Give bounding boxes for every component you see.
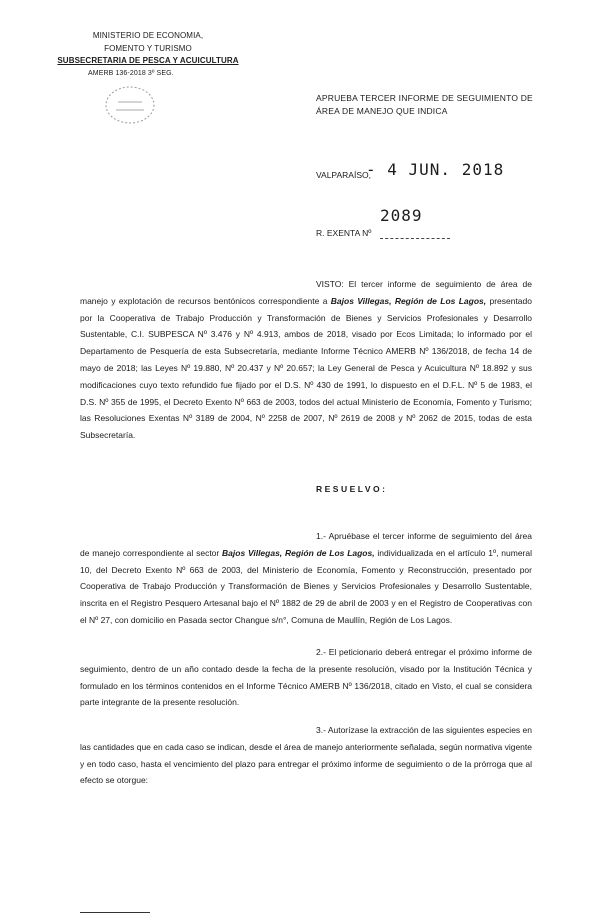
letterhead [48,30,248,80]
exenta-label: R. EXENTA Nº [316,228,372,238]
exenta-underline [380,238,450,239]
ministry-name-2: FOMENTO Y TURISMO [104,43,192,53]
resuelvo-heading: RESUELVO: [316,484,388,494]
document-subject: APRUEBA TERCER INFORME DE SEGUIMIENTO DE ÁREA DE MANEJO QUE INDICA [316,93,533,116]
footnote-rule [80,912,150,913]
visto-paragraph: VISTO: El tercer informe de seguimiento de área de manejo y explotación de recursos bentónicos correspondiente a Bajos Villegas, Región de Los Lagos, presentado por la Cooperativa de Trabajo Producción y Transformación de Bienes y Servicios Profesionales y Desarrollo Sustentable, C.I. SUBPESCA Nº 3.476 y Nº 4.913, ambos de 2018, visado por Ecos Limitada; lo informado por el Departamento de Pesquería de esta Subsecretaría, mediante Informe Técnico AMERB Nº 136/2018, de fecha 14 de mayo de 2018; las Leyes Nº 19.880, Nº 20.437 y Nº 20.657; la Ley General de Pesca y Acuicultura Nº 18.892 y sus modificaciones cuyo texto refundido fue fijado por el D.S. Nº 430 de 1991, lo dispuesto en el D.F.L. Nº 5 de 1983, el D.S. Nº 355 de 1995, el Decreto Exento Nº 663 de 2003, todos del actual Ministerio de Economía, Fomento y Turismo; las Resoluciones Exentas Nº 3189 de 2004, Nº 2258 de 2007, Nº 2619 de 2008 y Nº 2062 de 2015, todas de esta Subsecretaría. [80,279,532,441]
date-stamp: - 4 JUN. 2018 [366,160,505,179]
stamp-seal-icon [100,80,180,140]
file-reference: AMERB 136-2018 3º SEG. [88,69,174,77]
ministry-name: MINISTERIO DE ECONOMIA, [92,31,204,40]
exenta-number: 2089 [380,206,423,225]
area-name: Bajos Villegas, Región de Los Lagos, [222,547,375,558]
resolution-item-2: 2.- El peticionario deberá entregar el próximo informe de seguimiento, dentro de un año contado desde la fecha de la presente resolución, visado por la Institución Técnica y formulado en los términos contenidos en el Informe Técnico AMERB Nº 136/2018, citado en Visto, el cual se considera parte integrante de la presente resolución. [80,647,532,708]
subsecretaria-name: SUBSECRETARIA DE PESCA Y ACUICULTURA [57,56,239,65]
resolution-item-3: 3.- Autorízase la extracción de las siguientes especies en las cantidades que en cada caso se indican, desde el área de manejo anteriormente señalada, según normativa vigente y en todo caso, hasta el vencimiento del plazo para entregar el próximo informe de seguimiento o de la prórroga que al efecto se otorgue: [80,725,532,786]
resolution-item-1: 1.- Apruébase el tercer informe de seguimiento del área de manejo correspondiente al sector Bajos Villegas, Región de Los Lagos, individualizada en el artículo 1º, numeral 10, del Decreto Exento Nº 663 de 2003, del Ministerio de Economía, Fomento y Reconstrucción, presentado por Cooperativa de Trabajo Producción y Transformación de Bienes y Servicios Profesionales y Desarrollo Sustentable, inscrita en el Registro Pesquero Artesanal bajo el Nº 1882 de 29 de abril de 2003 y en el Registro de Cooperativas con el Nº 27, con domicilio en Pasada sector Changue s/n°, Comuna de Maullín, Región de Los Lagos. [80,531,532,625]
area-name: Bajos Villegas, Región de Los Lagos, [330,295,487,306]
place-label: VALPARAÍSO, [316,170,371,180]
